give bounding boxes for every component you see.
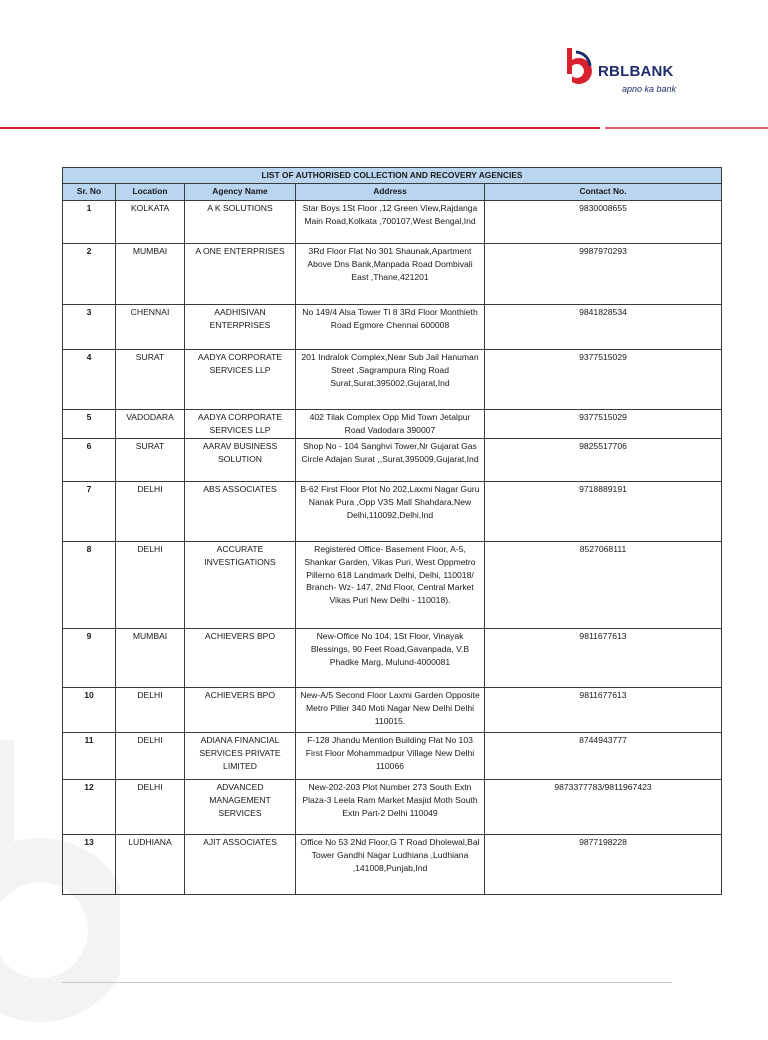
header-divider (0, 127, 600, 129)
table-row (63, 201, 722, 244)
table-row (63, 835, 722, 895)
cell-address: F-128 Jhandu Mention Building Flat No 103 First Floor Mohammadpur Village New Delhi 110066 (296, 733, 485, 780)
table-row (63, 350, 722, 410)
table-row (63, 244, 722, 305)
cell-contact: 9811677613 (485, 629, 722, 688)
brand-name: RBLBANK (598, 63, 674, 80)
table-row (63, 542, 722, 629)
cell-location: DELHI (116, 780, 185, 835)
table-row (63, 410, 722, 439)
cell-sr: 7 (63, 482, 116, 542)
cell-contact: 9877198228 (485, 835, 722, 895)
cell-contact: 9873377783/9811967423 (485, 780, 722, 835)
cell-location: SURAT (116, 439, 185, 482)
cell-agency: AADHISIVAN ENTERPRISES (185, 305, 296, 350)
cell-location: LUDHIANA (116, 835, 185, 895)
cell-agency: AARAV BUSINESS SOLUTION (185, 439, 296, 482)
cell-address: 201 Indralok Complex,Near Sub Jail Hanuman Street ,Sagrampura Ring Road Surat,Surat,395002,Gujarat,Ind (296, 350, 485, 410)
cell-agency: ADIANA FINANCIAL SERVICES PRIVATE LIMITED (185, 733, 296, 780)
cell-address: No 149/4 Alsa Tower Tl 8 3Rd Floor Monthieth Road Egmore Chennai 600008 (296, 305, 485, 350)
column-header: Location (116, 184, 185, 201)
cell-sr: 4 (63, 350, 116, 410)
cell-agency: ADVANCED MANAGEMENT SERVICES (185, 780, 296, 835)
cell-contact: 9811677613 (485, 688, 722, 733)
cell-agency: ACHIEVERS BPO (185, 688, 296, 733)
column-header: Address (296, 184, 485, 201)
cell-address: B-62 First Floor Plot No 202,Laxmi Nagar Guru Nanak Pura ,Opp V3S Mall Shahdara,New Delhi,110092,Delhi,Ind (296, 482, 485, 542)
table-row (63, 733, 722, 780)
cell-sr: 2 (63, 244, 116, 305)
column-header: Contact No. (485, 184, 722, 201)
table-row (63, 629, 722, 688)
column-header: Agency Name (185, 184, 296, 201)
cell-sr: 9 (63, 629, 116, 688)
table-body (63, 201, 722, 895)
cell-address: New-Office No 104, 1St Floor, Vinayak Blessings, 90 Feet Road,Gavanpada, V.B Phadke Marg, Mulund-4000081 (296, 629, 485, 688)
cell-location: VADODARA (116, 410, 185, 439)
cell-contact: 9841828534 (485, 305, 722, 350)
table-row (63, 305, 722, 350)
cell-agency: A ONE ENTERPRISES (185, 244, 296, 305)
cell-contact: 8527068111 (485, 542, 722, 629)
footer-divider (62, 982, 672, 983)
table-row (63, 688, 722, 733)
cell-sr: 11 (63, 733, 116, 780)
brand-tagline: apno ka bank (622, 84, 677, 94)
cell-agency: ACCURATE INVESTIGATIONS (185, 542, 296, 629)
cell-agency: AADYA CORPORATE SERVICES LLP (185, 410, 296, 439)
cell-agency: ACHIEVERS BPO (185, 629, 296, 688)
cell-agency: AJIT ASSOCIATES (185, 835, 296, 895)
cell-location: MUMBAI (116, 244, 185, 305)
table-row (63, 482, 722, 542)
cell-agency: AADYA CORPORATE SERVICES LLP (185, 350, 296, 410)
cell-agency: A K SOLUTIONS (185, 201, 296, 244)
table-title: LIST OF AUTHORISED COLLECTION AND RECOVERY AGENCIES (63, 168, 722, 184)
cell-sr: 12 (63, 780, 116, 835)
cell-address: 3Rd Floor Flat No 301 Shaunak,Apartment Above Dns Bank,Manpada Road Dombivali East ,Thane,421201 (296, 244, 485, 305)
cell-contact: 9377515029 (485, 410, 722, 439)
cell-location: DELHI (116, 733, 185, 780)
cell-location: DELHI (116, 542, 185, 629)
cell-sr: 3 (63, 305, 116, 350)
cell-location: CHENNAI (116, 305, 185, 350)
cell-sr: 1 (63, 201, 116, 244)
cell-location: DELHI (116, 482, 185, 542)
cell-sr: 8 (63, 542, 116, 629)
cell-agency: ABS ASSOCIATES (185, 482, 296, 542)
cell-sr: 10 (63, 688, 116, 733)
table-row (63, 439, 722, 482)
table-row (63, 780, 722, 835)
cell-contact: 8744943777 (485, 733, 722, 780)
cell-address: Star Boys 1St Floor ,12 Green View,Rajdanga Main Road,Kolkata ,700107,West Bengal,Ind (296, 201, 485, 244)
cell-address: New-A/5 Second Floor Laxmi Garden Opposite Metro Piller 340 Moti Nagar New Delhi Delhi 110015. (296, 688, 485, 733)
cell-location: SURAT (116, 350, 185, 410)
cell-location: DELHI (116, 688, 185, 733)
cell-sr: 13 (63, 835, 116, 895)
table-header-row (63, 184, 722, 201)
cell-location: KOLKATA (116, 201, 185, 244)
cell-address: Shop No - 104 Sanghvi Tower,Nr Gujarat Gas Circle Adajan Surat ,,Surat,395009,Gujarat,Ind (296, 439, 485, 482)
header-divider-accent (605, 127, 768, 129)
cell-address: New-202-203 Plot Number 273 South Extn Plaza-3 Leela Ram Market Masjid Moth South Extn Part-2 Delhi 110049 (296, 780, 485, 835)
cell-contact: 9825517706 (485, 439, 722, 482)
cell-contact: 9987970293 (485, 244, 722, 305)
column-header: Sr. No (63, 184, 116, 201)
cell-address: Office No 53 2Nd Floor,G T Road Dholewal,Bal Tower Gandhi Nagar Ludhiana ,Ludhiana ,141008,Punjab,Ind (296, 835, 485, 895)
cell-contact: 9718889191 (485, 482, 722, 542)
cell-sr: 6 (63, 439, 116, 482)
cell-location: MUMBAI (116, 629, 185, 688)
cell-address: 402 Tilak Complex Opp Mid Town Jetalpur Road Vadodara 390007 (296, 410, 485, 439)
cell-contact: 9377515029 (485, 350, 722, 410)
cell-contact: 9830008655 (485, 201, 722, 244)
cell-sr: 5 (63, 410, 116, 439)
agencies-table (62, 167, 722, 895)
cell-address: Registered Office- Basement Floor, A-5, Shankar Garden, Vikas Puri, West Oppmetro Pillerno 618 Landmark Delhi, Delhi, 110018/ Branch- Wz- 147, 2Nd Floor, Central Market Vikas Puri New Delhi - 110018). (296, 542, 485, 629)
